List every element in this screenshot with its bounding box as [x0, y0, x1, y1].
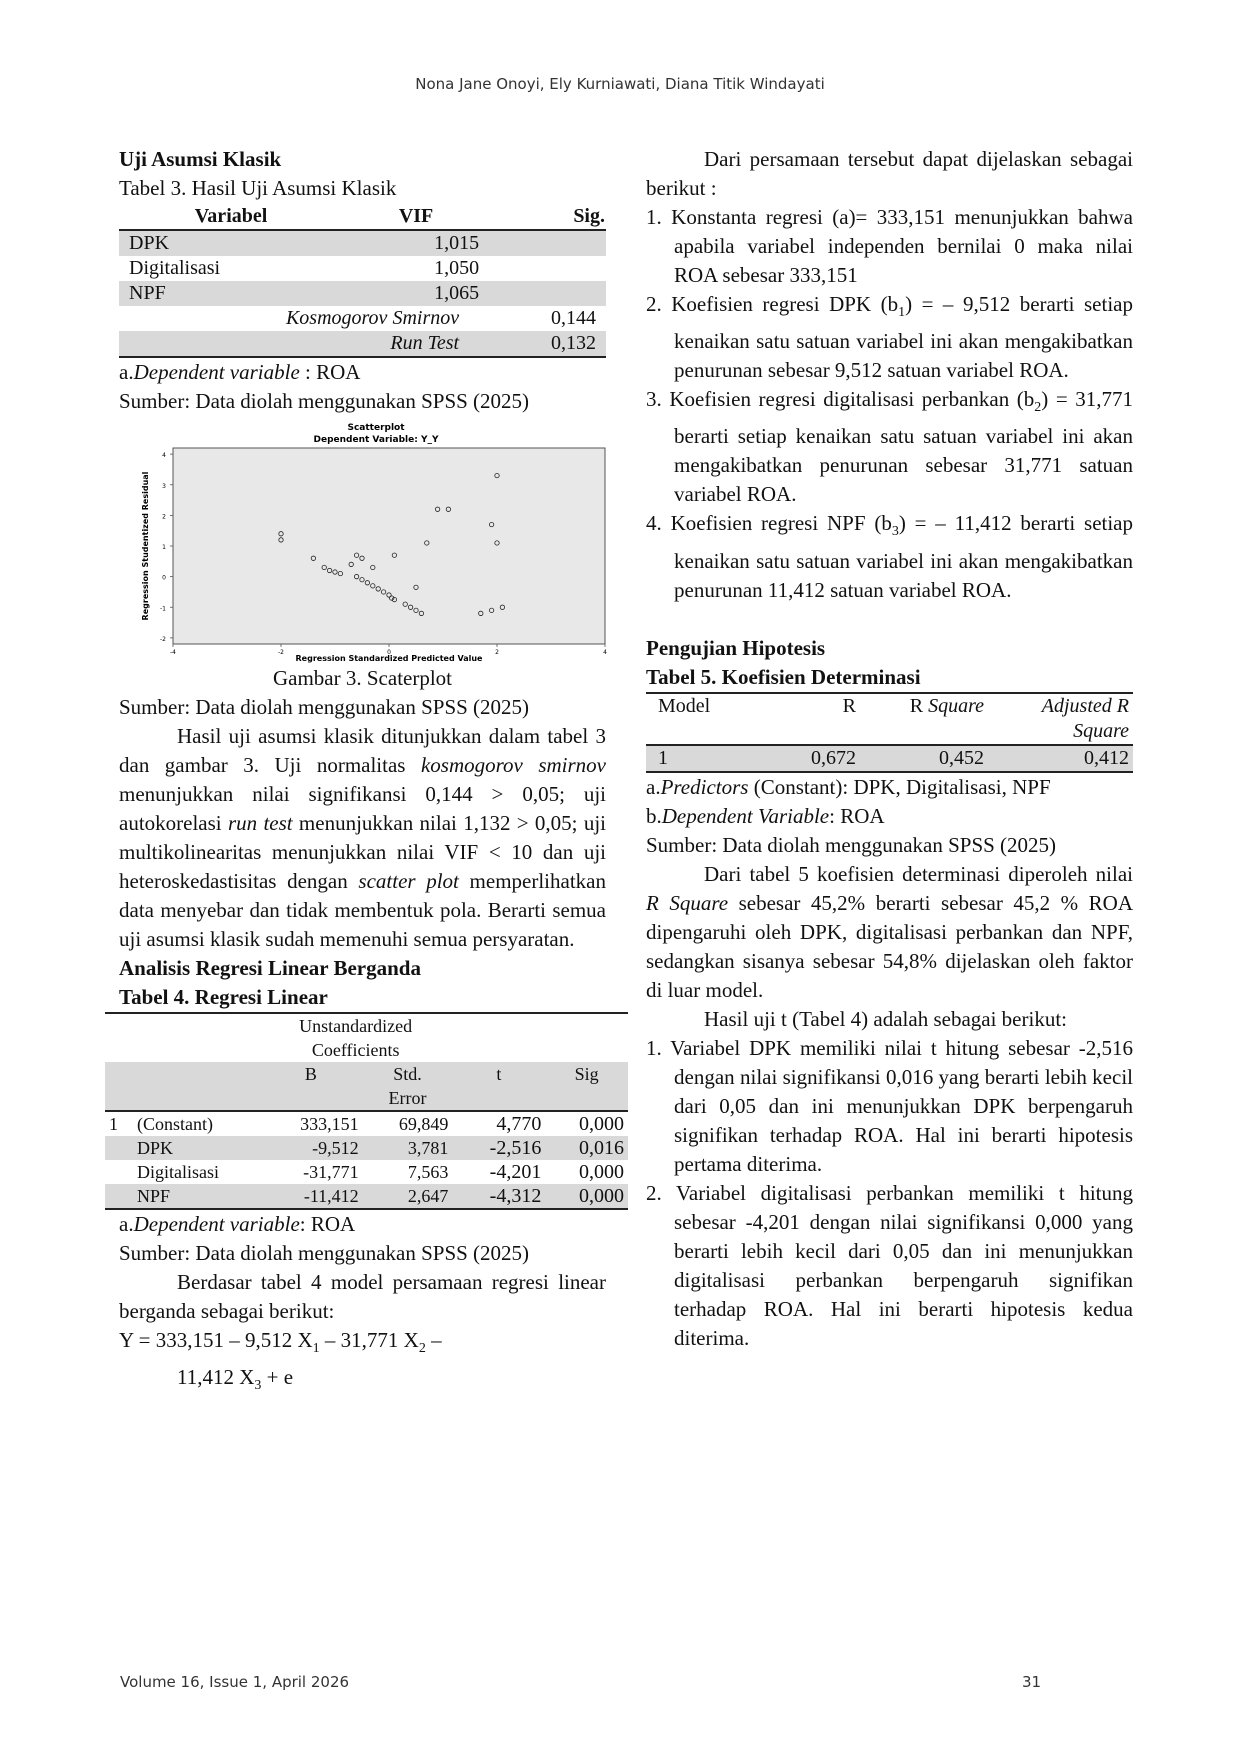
table5-source: Sumber: Data diolah menggunakan SPSS (2025) — [646, 832, 1057, 857]
y-tick-label: 2 — [162, 513, 166, 521]
list-item: 4. Koefisien regresi NPF $(b_3)$ = – 11,412 berarti setiap kenaikan satu satuan variabel ini akan mengakibatkan penurunan 11,412 satuan variabel ROA. — [646, 511, 1134, 602]
table3-cell-var: Digitalisasi — [129, 257, 221, 279]
table4-header-t: t — [452, 1062, 545, 1111]
table4-source: Sumber: Data diolah menggunakan SPSS (2025) — [119, 1241, 530, 1265]
table3-cell-var: NPF — [129, 282, 166, 304]
list-item: 1. Variabel DPK memiliki nilai t hitung sebesar -2,516 dengan nilai signifikansi 0,016 yang berarti lebih kecil dari 0,05 dan ini menunjukkan DPK berpengaruh signifikan terhadap ROA. Hal ini berarti hipotesis pertama diterima. — [646, 1035, 1134, 1176]
table3-source: Sumber: Data diolah menggunakan SPSS (2025) — [119, 389, 530, 413]
paragraph-intro: Dari persamaan tersebut dapat dijelaskan sebagai berikut : — [646, 147, 1133, 200]
list-item: 2. Variabel digitalisasi perbankan memiliki t hitung sebesar -4,201 dengan nilai signifikansi 0,000 yang berarti lebih kecil dari 0,05 dan ini menunjukkan digitalisasi perbankan berpengaruh signifikan terhadap ROA. Hal ini berarti hipotesis kedua diterima. — [646, 1180, 1134, 1350]
table-row: Digitalisasi -31,771 7,563 -4,201 0,000 — [137, 1161, 624, 1183]
table5-note-b: b.Dependent Variable: ROA — [646, 803, 885, 828]
regression-equation: Y = 333,151 – 9,512 $X_1 - 31,771$ $X_2$ – — [119, 1328, 442, 1357]
table3-cell-vif: 1,015 — [434, 232, 480, 254]
table-row: 1 (Constant) 333,151 69,849 4,770 0,000 — [105, 1111, 628, 1136]
table3-header-sig: Sig. — [489, 203, 606, 230]
y-tick-label: -2 — [160, 635, 166, 643]
table3-header-variabel: Variabel — [119, 203, 343, 230]
paragraph-determinasi: Dari tabel 5 koefisien determinasi diperoleh nilai R Square sebesar 45,2% berarti sebesar 45,2 % ROA dipengaruhi oleh DPK, digitalisasi perbankan dan NPF, sedangkan sisanya sebesar 54,8% dijelaskan oleh faktor di luar model. — [646, 861, 1133, 1002]
y-tick-label: 3 — [162, 482, 166, 490]
right-column — [646, 145, 1133, 1353]
table-koefisien-determinasi — [646, 692, 1133, 773]
y-tick-label: 1 — [162, 544, 166, 551]
plot-area — [173, 448, 605, 644]
section-heading-asumsi: Uji Asumsi Klasik — [119, 147, 282, 171]
list-item: 2. Koefisien regresi DPK $(b_1)$ = – 9,512 berarti setiap kenaikan satu satuan variabel ini akan mengakibatkan penurunan sebesar 9,512 satuan variabel ROA. — [646, 292, 1133, 383]
table-asumsi-klasik — [119, 203, 606, 358]
y-tick-label: 0 — [162, 574, 166, 582]
figure3-source: Sumber: Data diolah menggunakan SPSS (2025) — [119, 695, 530, 719]
table5-header-model: Model — [646, 693, 792, 745]
table4-header-std2: Error — [388, 1088, 427, 1108]
table5-header-rsq: R Square — [860, 693, 988, 745]
table4-group-header2: Coefficients — [311, 1040, 400, 1060]
scatterplot-chart — [131, 420, 621, 664]
table5-header-adj1: Adjusted R — [1041, 694, 1129, 717]
table-row — [119, 281, 606, 306]
paragraph-persamaan: Berdasar tabel 4 model persamaan regresi linear berganda sebagai berikut: — [119, 1270, 606, 1323]
y-tick-label: 4 — [162, 452, 166, 460]
table-row — [119, 256, 606, 281]
table5-caption: Tabel 5. Koefisien Determinasi — [646, 664, 921, 689]
x-tick-label: 2 — [495, 649, 499, 656]
table3-caption: Tabel 3. Hasil Uji Asumsi Klasik — [119, 176, 397, 200]
footer-page-number: 31 — [1022, 1673, 1042, 1691]
table4-header-sig: Sig — [545, 1062, 628, 1111]
table5-note-a: a.Predictors (Constant): DPK, Digitalisasi, NPF — [646, 774, 1051, 799]
x-tick-label: 0 — [387, 649, 391, 656]
table3-ks-sig: 0,144 — [551, 307, 596, 329]
paragraph-uji-t: Hasil uji t (Tabel 4) adalah sebagai berikut: — [704, 1006, 1067, 1031]
table5-header-r: R — [792, 693, 860, 745]
table3-run-sig: 0,132 — [489, 331, 606, 357]
x-axis-label: Regression Standardized Predicted Value — [295, 654, 483, 663]
table3-run-label: Run Test — [119, 331, 489, 357]
table3-cell-vif: 1,050 — [434, 257, 480, 279]
table3-note: a.Dependent variable : ROA — [119, 360, 361, 384]
list-item: 3. Koefisien regresi digitalisasi perbankan $(b_2) = 31,771$ berarti setiap kenaikan satu satuan variabel ini akan mengakibatkan penurunan sebesar 31,771 satuan variabel ROA. — [646, 387, 1133, 507]
table4-note: a.Dependent variable: ROA — [119, 1212, 356, 1236]
table3-cell-vif: 1,065 — [434, 282, 480, 304]
y-axis-label: Regression Studentized Residual — [141, 471, 150, 621]
section-heading-regresi: Analisis Regresi Linear Berganda — [119, 956, 421, 980]
paragraph-asumsi: Hasil uji asumsi klasik ditunjukkan dalam tabel 3 dan gambar 3. Uji normalitas kosmogorov smirnov menunjukkan nilai signifikansi 0,144 > 0,05; uji autokorelasi run test menunjukkan nilai 1,132 > 0,05; uji multikolinearitas menunjukkan nilai VIF < 10 dan uji heteroskedastisitas dengan scatter plot memperlihatkan data menyebar dan tidak membentuk pola. Berarti semua uji asumsi klasik sudah memenuhi semua persyaratan. — [119, 724, 606, 951]
scatterplot-figure — [131, 420, 621, 664]
table-row: NPF -11,412 2,647 -4,312 0,000 — [105, 1184, 628, 1209]
y-tick-label: -1 — [160, 605, 166, 613]
chart-subtitle: Dependent Variable: Y_Y — [313, 435, 439, 445]
x-tick-label: 4 — [603, 649, 607, 656]
table-regresi-linear — [105, 1012, 628, 1210]
table3-cell-var: DPK — [129, 232, 170, 254]
regression-equation-cont: 11,412 $X_3 + e$ — [177, 1365, 294, 1394]
x-tick-label: -2 — [278, 649, 284, 656]
table3-header-vif: VIF — [343, 203, 489, 230]
running-header: Nona Jane Onoyi, Ely Kurniawati, Diana Titik Windayati — [415, 75, 825, 93]
x-tick-label: -4 — [170, 649, 176, 656]
footer-issue: Volume 16, Issue 1, April 2026 — [120, 1673, 350, 1691]
table-row — [119, 230, 606, 256]
table4-caption: Tabel 4. Regresi Linear — [119, 985, 328, 1009]
chart-title: Scatterplot — [347, 423, 405, 433]
table-row — [119, 306, 606, 331]
table3-ks-label: Kosmogorov Smirnov — [285, 307, 460, 329]
table5-header-adj2: Square — [1073, 719, 1129, 742]
table4-group-header1: Unstandardized — [299, 1016, 413, 1036]
table-row — [119, 331, 606, 357]
table4-header-b: B — [259, 1062, 363, 1111]
section-heading-hipotesis: Pengujian Hipotesis — [646, 635, 826, 660]
figure3-caption: Gambar 3. Scaterplot — [272, 666, 453, 690]
list-item: 1. Konstanta regresi (a)= 333,151 menunjukkan bahwa apabila variabel independen bernilai 0 maka nilai ROA sebesar 333,151 — [646, 205, 1133, 287]
table-row: 1 0,672 0,452 0,412 — [646, 745, 1133, 772]
left-column — [109, 145, 624, 1400]
table4-header-std1: Std. — [393, 1064, 422, 1084]
table4-model: 1 — [109, 1114, 118, 1134]
table-row: DPK -9,512 3,781 -2,516 0,016 — [105, 1136, 628, 1160]
